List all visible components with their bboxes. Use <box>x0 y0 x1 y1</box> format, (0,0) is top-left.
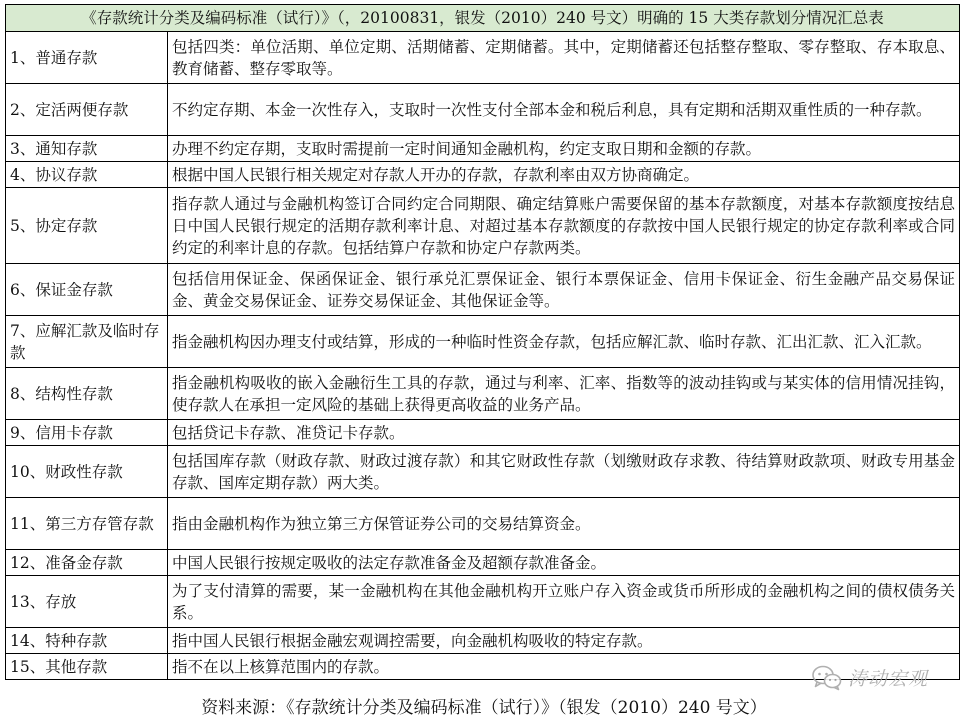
deposit-type-name: 6、保证金存款 <box>6 264 168 316</box>
table-title: 《存款统计分类及编码标准（试行）》（，20100831，银发（2010）240 号文）明确的 15 大类存款划分情况汇总表 <box>6 5 960 32</box>
table-row <box>6 576 960 628</box>
deposit-type-description: 不约定存期、本金一次性存入，支取时一次性支付全部本金和税后利息，具有定期和活期双重性质的一种存款。 <box>168 84 960 136</box>
deposit-type-description: 包括贷记卡存款、准贷记卡存款。 <box>168 420 960 446</box>
table-row <box>6 446 960 498</box>
deposit-type-name: 11、第三方存管存款 <box>6 498 168 550</box>
deposit-type-name: 12、准备金存款 <box>6 550 168 576</box>
deposit-type-description: 办理不约定存期，支取时需提前一定时间通知金融机构，约定支取日期和金额的存款。 <box>168 136 960 162</box>
deposit-type-name: 15、其他存款 <box>6 654 168 680</box>
deposit-type-name: 14、特种存款 <box>6 628 168 654</box>
deposit-type-description: 中国人民银行按规定吸收的法定存款准备金及超额存款准备金。 <box>168 550 960 576</box>
deposit-type-name: 9、信用卡存款 <box>6 420 168 446</box>
wechat-icon <box>812 665 842 691</box>
table-row <box>6 264 960 316</box>
watermark <box>812 664 928 691</box>
source-note: 资料来源：《存款统计分类及编码标准（试行）》（银发（2010）240 号文） <box>201 698 767 718</box>
deposit-type-name: 4、协议存款 <box>6 162 168 188</box>
deposit-type-name: 7、应解汇款及临时存款 <box>6 316 168 368</box>
deposit-type-description: 指不在以上核算范围内的存款。 <box>168 654 960 680</box>
deposit-type-description: 包括国库存款（财政存款、财政过渡存款）和其它财政性存款（划缴财政存求教、待结算财政款项、财政专用基金存款、国库定期存款）两大类。 <box>168 446 960 498</box>
deposit-type-name: 1、普通存款 <box>6 32 168 84</box>
table-row <box>6 136 960 162</box>
deposit-type-description: 包括四类：单位活期、单位定期、活期储蓄、定期储蓄。其中，定期储蓄还包括整存整取、零存整取、存本取息、教育储蓄、整存零取等。 <box>168 32 960 84</box>
deposit-type-name: 5、协定存款 <box>6 188 168 264</box>
table-row <box>6 316 960 368</box>
deposit-type-name: 3、通知存款 <box>6 136 168 162</box>
table-row <box>6 550 960 576</box>
document-sheet <box>5 4 959 680</box>
deposit-type-name: 8、结构性存款 <box>6 368 168 420</box>
deposit-type-name: 2、定活两便存款 <box>6 84 168 136</box>
table-row <box>6 32 960 84</box>
table-row <box>6 368 960 420</box>
deposit-type-description: 指金融机构因办理支付或结算，形成的一种临时性资金存款，包括应解汇款、临时存款、汇出汇款、汇入汇款。 <box>168 316 960 368</box>
deposit-classification-table <box>5 4 960 680</box>
deposit-type-description: 根据中国人民银行相关规定对存款人开办的存款，存款利率由双方协商确定。 <box>168 162 960 188</box>
deposit-type-description: 指由金融机构作为独立第三方保管证券公司的交易结算资金。 <box>168 498 960 550</box>
table-row <box>6 162 960 188</box>
table-row <box>6 188 960 264</box>
table-title-row <box>6 5 960 32</box>
table-row <box>6 420 960 446</box>
deposit-type-description: 包括信用保证金、保函保证金、银行承兑汇票保证金、银行本票保证金、信用卡保证金、衍生金融产品交易保证金、黄金交易保证金、证券交易保证金、其他保证金等。 <box>168 264 960 316</box>
table-row <box>6 498 960 550</box>
table-row <box>6 628 960 654</box>
table-row <box>6 84 960 136</box>
watermark-text: 涛动宏观 <box>848 668 929 690</box>
deposit-type-name: 13、存放 <box>6 576 168 628</box>
deposit-type-description: 指存款人通过与金融机构签订合同约定合同期限、确定结算账户需要保留的基本存款额度，对基本存款额度按结息日中国人民银行规定的活期存款利率计息、对超过基本存款额度的存款按中国人民银行规定的协定存款利率或合同约定的利率计息的存款。包括结算户存款和协定户存款两类。 <box>168 188 960 264</box>
deposit-type-name: 10、财政性存款 <box>6 446 168 498</box>
deposit-type-description: 为了支付清算的需要，某一金融机构在其他金融机构开立账户存入资金或货币所形成的金融机构之间的债权债务关系。 <box>168 576 960 628</box>
deposit-type-description: 指金融机构吸收的嵌入金融衍生工具的存款，通过与利率、汇率、指数等的波动挂钩或与某实体的信用情况挂钩，使存款人在承担一定风险的基础上获得更高收益的业务产品。 <box>168 368 960 420</box>
deposit-type-description: 指中国人民银行根据金融宏观调控需要，向金融机构吸收的特定存款。 <box>168 628 960 654</box>
